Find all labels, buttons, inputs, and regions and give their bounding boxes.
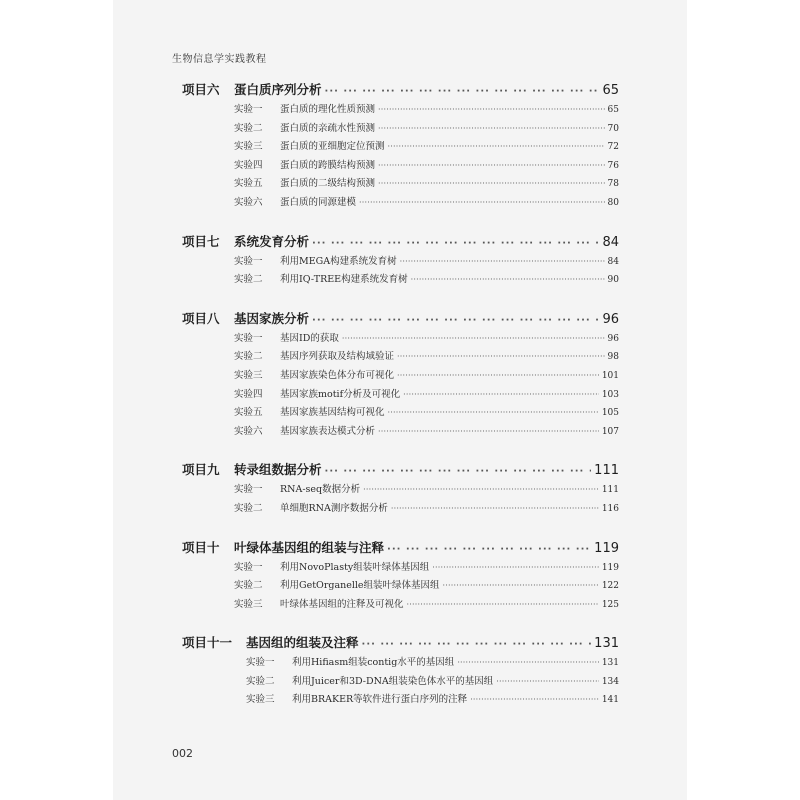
experiment-label: 实验二 (234, 351, 263, 363)
dot-leader (407, 600, 599, 609)
experiment-page: 78 (607, 179, 619, 190)
experiment-label: 实验二 (234, 502, 263, 514)
experiment-page: 84 (607, 256, 619, 267)
toc-section-project-10 (182, 538, 619, 615)
experiment-page: 116 (601, 503, 619, 514)
experiment-page: 101 (601, 370, 619, 381)
experiment-title: 利用GetOrganelle组装叶绿体基因组 (280, 580, 440, 592)
dot-leader (363, 485, 599, 494)
experiment-title: 利用IQ-TREE构建系统发育树 (280, 274, 408, 286)
project-number: 项目十一 (182, 635, 233, 651)
toc-experiment-row[interactable] (182, 175, 619, 194)
dot-leader (397, 352, 605, 361)
toc-section-project-6 (182, 80, 619, 213)
toc-experiment-row[interactable] (182, 194, 619, 213)
toc-experiment-row[interactable] (182, 367, 619, 386)
toc-project-row[interactable] (182, 538, 619, 559)
dot-leader (391, 504, 599, 513)
dot-leader (378, 161, 605, 170)
experiment-title: 利用MEGA构建系统发育树 (280, 255, 397, 267)
experiment-label: 实验二 (246, 675, 275, 687)
experiment-label: 实验一 (246, 657, 275, 669)
dot-leader (400, 257, 605, 266)
dot-leader (378, 105, 605, 114)
running-head: 生物信息学实践教程 (172, 54, 267, 65)
experiment-page: 96 (607, 333, 619, 344)
experiment-label: 实验六 (234, 196, 263, 208)
toc-project-row[interactable] (182, 460, 619, 481)
project-number: 项目九 (182, 462, 220, 478)
experiment-page: 76 (607, 160, 619, 171)
toc-experiment-row[interactable] (182, 120, 619, 139)
toc-experiment-row[interactable] (182, 253, 619, 272)
project-number: 项目七 (182, 233, 220, 249)
experiment-label: 实验一 (234, 104, 263, 115)
experiment-title: 基因家族表达模式分析 (280, 425, 376, 437)
experiment-title: 蛋白质的同源建模 (280, 196, 357, 208)
experiment-page: 65 (607, 105, 619, 115)
experiment-label: 实验二 (234, 580, 263, 592)
project-page: 96 (602, 311, 619, 327)
dot-leader (403, 390, 599, 399)
project-title: 基因组的组装及注释 (246, 635, 359, 651)
experiment-label: 实验一 (234, 255, 263, 267)
project-page: 84 (602, 234, 619, 250)
experiment-page: 90 (607, 275, 619, 286)
experiment-page: 70 (607, 123, 619, 134)
experiment-page: 72 (607, 142, 619, 153)
experiment-page: 131 (601, 658, 619, 669)
dot-leader (325, 86, 600, 97)
experiment-label: 实验一 (234, 484, 263, 496)
dot-leader (470, 695, 599, 704)
toc-section-project-11 (182, 633, 619, 710)
experiment-title: 利用NovoPlasty组装叶绿体基因组 (280, 561, 430, 573)
toc-experiment-row[interactable] (182, 101, 619, 120)
toc-experiment-row[interactable] (182, 157, 619, 176)
experiment-page: 111 (601, 485, 619, 496)
toc-experiment-row[interactable] (182, 348, 619, 367)
experiment-page: 134 (601, 676, 619, 687)
project-title: 系统发育分析 (234, 233, 310, 249)
experiment-label: 实验三 (234, 369, 263, 381)
experiment-title: 基因序列获取及结构域验证 (280, 351, 395, 363)
dot-leader (387, 544, 591, 555)
dot-leader (378, 427, 599, 436)
experiment-title: 基因家族染色体分布可视化 (280, 369, 395, 381)
dot-leader (362, 639, 592, 650)
toc-experiment-row[interactable] (182, 596, 619, 615)
dot-leader (388, 408, 599, 417)
experiment-label: 实验三 (234, 141, 263, 153)
project-title: 叶绿体基因组的组装与注释 (234, 539, 385, 555)
experiment-page: 119 (601, 562, 619, 573)
experiment-label: 实验三 (234, 598, 263, 610)
project-page: 111 (594, 463, 619, 479)
dot-leader (378, 124, 605, 133)
experiment-title: 蛋白质的亚细胞定位预测 (280, 141, 385, 153)
dot-leader (312, 238, 599, 249)
experiment-label: 实验五 (234, 178, 263, 190)
toc-experiment-row[interactable] (182, 481, 619, 500)
toc-section-project-7 (182, 232, 619, 290)
dot-leader (496, 677, 599, 686)
toc-experiment-row[interactable] (182, 654, 619, 673)
experiment-label: 实验四 (234, 388, 263, 400)
experiment-page: 141 (601, 695, 619, 706)
dot-leader (312, 315, 599, 326)
toc-section-project-9 (182, 460, 619, 518)
dot-leader (432, 563, 599, 572)
experiment-label: 实验二 (234, 122, 263, 134)
experiment-label: 实验二 (234, 274, 263, 286)
project-page: 65 (602, 83, 619, 98)
experiment-title: 蛋白质的理化性质预测 (280, 104, 376, 115)
toc-project-row[interactable] (182, 309, 619, 330)
experiment-page: 122 (601, 581, 619, 592)
project-number: 项目八 (182, 310, 220, 326)
experiment-page: 107 (601, 426, 619, 437)
experiment-page: 125 (601, 599, 619, 610)
toc-experiment-row[interactable] (182, 271, 619, 290)
experiment-title: 基因ID的获取 (280, 332, 339, 344)
experiment-page: 105 (601, 408, 619, 419)
dot-leader (411, 275, 605, 284)
toc-experiment-row[interactable] (182, 386, 619, 405)
toc-experiment-row[interactable] (182, 559, 619, 578)
experiment-title: 单细胞RNA测序数据分析 (280, 502, 388, 514)
experiment-label: 实验四 (234, 159, 263, 171)
experiment-title: 蛋白质的跨膜结构预测 (280, 159, 376, 171)
experiment-title: 基因家族基因结构可视化 (280, 407, 385, 419)
experiment-label: 实验五 (234, 407, 263, 419)
experiment-title: 利用Juicer和3D-DNA组装染色体水平的基因组 (292, 675, 494, 687)
dot-leader (359, 198, 605, 207)
toc-experiment-row[interactable] (182, 404, 619, 423)
toc-project-row[interactable] (182, 232, 619, 253)
toc-section-project-8 (182, 309, 619, 442)
project-page: 119 (594, 540, 619, 556)
experiment-title: 蛋白质的二级结构预测 (280, 178, 376, 190)
dot-leader (457, 658, 599, 667)
toc-experiment-row[interactable] (182, 500, 619, 519)
toc-experiment-row[interactable] (182, 138, 619, 157)
project-title: 转录组数据分析 (234, 462, 322, 478)
experiment-title: 叶绿体基因组的注释及可视化 (280, 598, 404, 610)
page-number: 002 (172, 747, 193, 760)
experiment-label: 实验六 (234, 425, 263, 437)
project-number: 项目十 (182, 539, 220, 555)
experiment-title: 利用Hifiasm组装contig水平的基因组 (292, 657, 455, 669)
experiment-label: 实验三 (246, 694, 275, 706)
toc-experiment-row[interactable] (182, 330, 619, 349)
dot-leader (388, 142, 605, 151)
experiment-title: 蛋白质的亲疏水性预测 (280, 122, 376, 134)
experiment-title: RNA-seq数据分析 (280, 484, 361, 496)
dot-leader (443, 581, 599, 590)
table-of-contents (182, 80, 619, 729)
toc-project-row[interactable] (182, 633, 619, 654)
experiment-page: 80 (607, 197, 619, 208)
project-number: 项目六 (182, 82, 220, 97)
experiment-title: 利用BRAKER等软件进行蛋白序列的注释 (292, 694, 468, 706)
toc-experiment-row[interactable] (182, 577, 619, 596)
experiment-page: 103 (601, 389, 619, 400)
toc-experiment-row[interactable] (182, 423, 619, 442)
toc-project-row[interactable] (182, 80, 619, 101)
experiment-page: 98 (607, 352, 619, 363)
experiment-title: 基因家族motif分析及可视化 (280, 388, 401, 400)
project-title: 基因家族分析 (234, 310, 310, 326)
project-page: 131 (594, 636, 619, 652)
toc-experiment-row[interactable] (182, 691, 619, 710)
dot-leader (342, 334, 605, 343)
dot-leader (397, 371, 599, 380)
project-title: 蛋白质序列分析 (234, 82, 322, 97)
experiment-label: 实验一 (234, 561, 263, 573)
dot-leader (378, 179, 605, 188)
experiment-label: 实验一 (234, 332, 263, 344)
dot-leader (325, 466, 592, 477)
toc-experiment-row[interactable] (182, 673, 619, 692)
